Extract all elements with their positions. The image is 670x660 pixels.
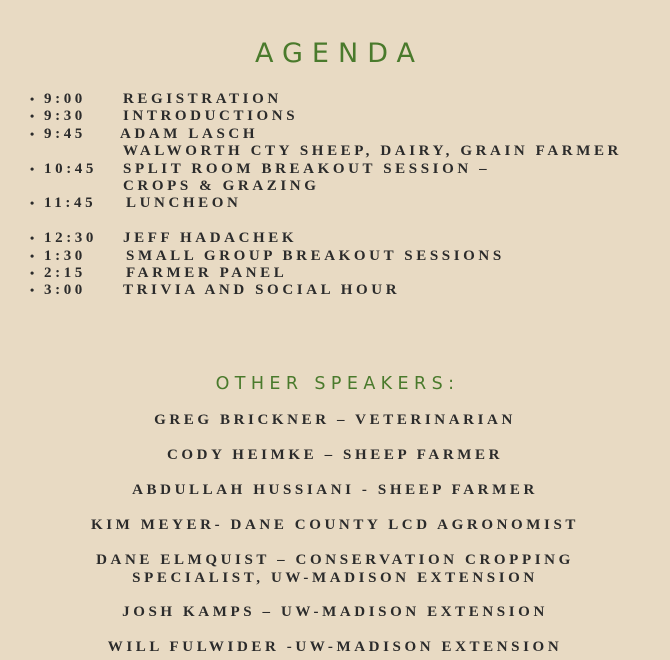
agenda-time: 9:00 — [44, 91, 86, 107]
speaker-entry — [0, 482, 670, 500]
agenda-item — [30, 282, 622, 299]
agenda-time: 11:45 — [44, 195, 97, 212]
bullet-icon: • — [30, 283, 35, 298]
page-title: AGENDA — [255, 38, 424, 69]
bullet-icon: • — [30, 248, 35, 263]
bullet-icon: • — [30, 109, 35, 124]
bullet-icon: • — [30, 92, 35, 106]
speaker-text: DANE ELMQUIST – CONSERVATION CROPPING — [96, 552, 574, 568]
speaker-text-continued: SPECIALIST, UW-MADISON EXTENSION — [132, 569, 538, 586]
speaker-entry — [0, 639, 670, 657]
agenda-description: FARMER PANEL — [126, 264, 288, 281]
agenda-list — [30, 91, 622, 300]
agenda-item-continuation — [30, 143, 622, 160]
agenda-item — [30, 91, 622, 108]
agenda-description: JEFF HADACHEK — [123, 230, 298, 247]
agenda-item — [30, 265, 622, 282]
speaker-entry — [0, 517, 670, 535]
agenda-item — [30, 126, 622, 143]
speaker-text: GREG BRICKNER – VETERINARIAN — [154, 412, 516, 428]
speaker-text: KIM MEYER- DANE COUNTY LCD AGRONOMIST — [90, 517, 580, 533]
agenda-time: 1:30 — [44, 247, 86, 264]
speaker-entry — [0, 552, 670, 587]
agenda-time: 2:15 — [44, 264, 86, 281]
speaker-entry — [0, 447, 670, 465]
other-speakers-heading: OTHER SPEAKERS: — [215, 374, 460, 394]
agenda-description: INTRODUCTIONS — [123, 108, 299, 125]
speaker-text: WILL FULWIDER -UW-MADISON EXTENSION — [107, 639, 563, 655]
agenda-description: TRIVIA AND SOCIAL HOUR — [123, 282, 401, 299]
bullet-icon: • — [30, 161, 35, 176]
agenda-description-continued: WALWORTH CTY SHEEP, DAIRY, GRAIN FARMER — [123, 143, 622, 160]
agenda-time: 10:45 — [44, 160, 97, 177]
bullet-icon: • — [30, 196, 35, 211]
speaker-entry — [0, 604, 670, 622]
agenda-time: 12:30 — [44, 230, 97, 247]
bullet-icon: • — [30, 126, 35, 141]
agenda-item — [30, 108, 622, 125]
agenda-description-continued: CROPS & GRAZING — [123, 177, 320, 194]
agenda-description: ADAM LASCH — [120, 125, 259, 142]
agenda-description: SPLIT ROOM BREAKOUT SESSION – — [123, 160, 491, 177]
bullet-icon: • — [30, 265, 35, 280]
agenda-description: LUNCHEON — [126, 195, 242, 212]
speaker-entry — [0, 412, 670, 430]
speaker-text: JOSH KAMPS – UW-MADISON EXTENSION — [122, 604, 548, 620]
agenda-item — [30, 195, 622, 212]
bullet-icon: • — [30, 231, 35, 246]
agenda-time: 3:00 — [44, 282, 86, 299]
agenda-item — [30, 248, 622, 265]
agenda-description: REGISTRATION — [123, 91, 282, 107]
agenda-time: 9:45 — [44, 125, 86, 142]
agenda-item — [30, 230, 622, 247]
agenda-description: SMALL GROUP BREAKOUT SESSIONS — [126, 247, 505, 264]
speaker-text: CODY HEIMKE – SHEEP FARMER — [166, 447, 504, 463]
agenda-time: 9:30 — [44, 108, 86, 125]
speaker-text: ABDULLAH HUSSIANI - SHEEP FARMER — [132, 482, 538, 498]
agenda-item — [30, 161, 622, 178]
agenda-item-continuation — [30, 178, 622, 195]
